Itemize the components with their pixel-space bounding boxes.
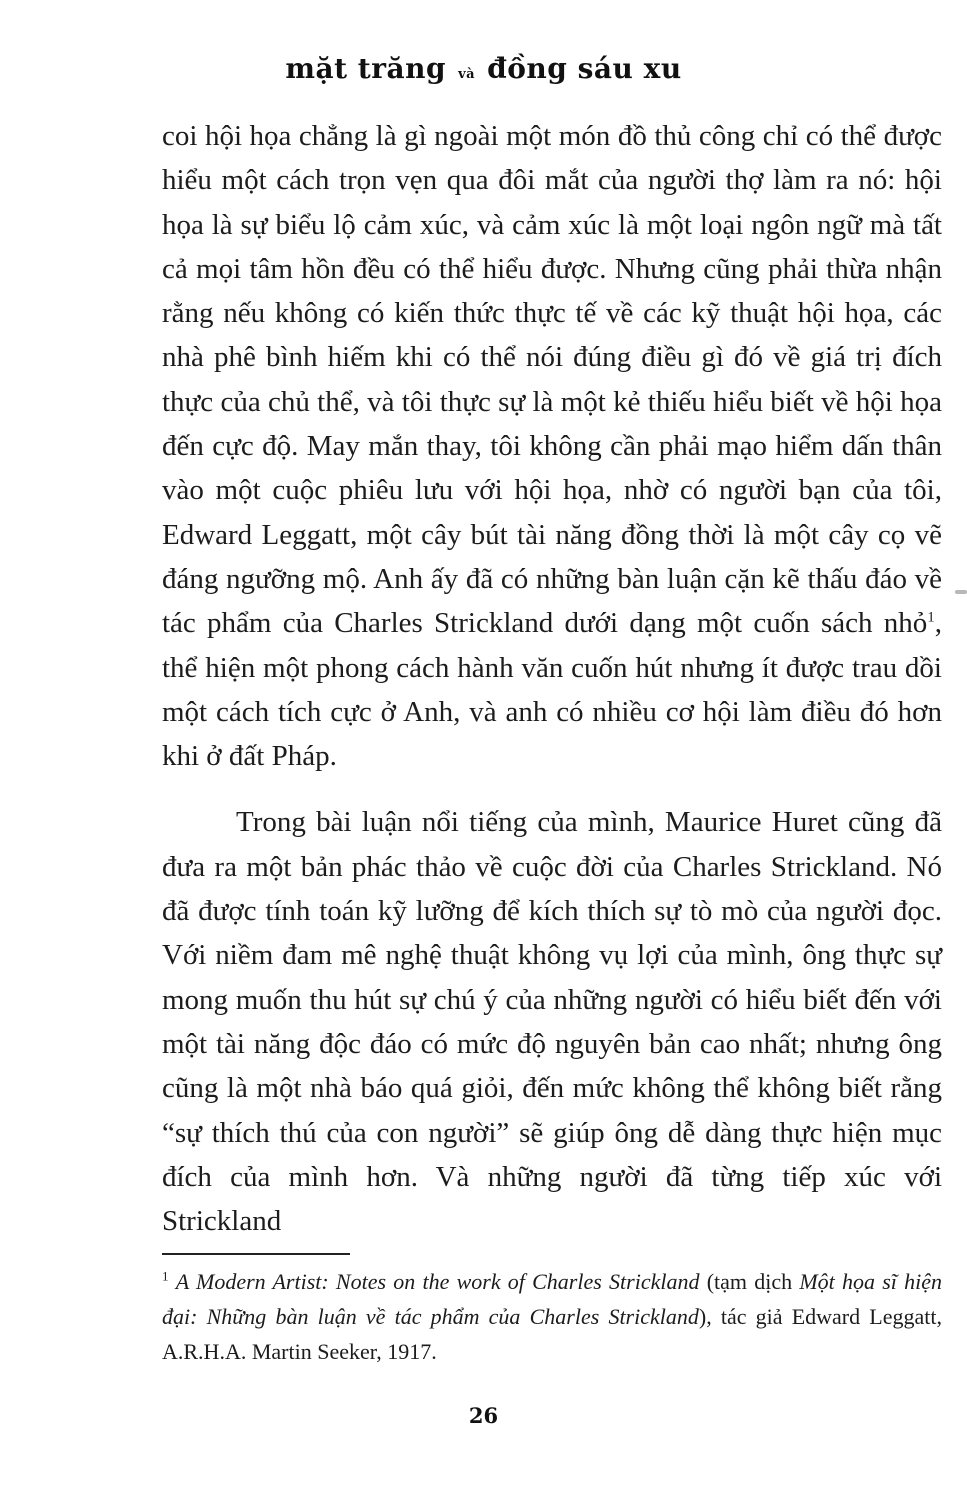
footnote-book-title: A Modern Artist: Notes on the work of Charles Strickland <box>175 1269 700 1294</box>
paragraph-2: Trong bài luận nổi tiếng của mình, Maurice Huret cũng đã đưa ra một bản phác thảo về cuộc đời của Charles Strickland. Nó đã được tính toán kỹ lưỡng để kích thích sự tò mò của người đọc. Với niềm đam mê nghệ thuật không vụ lợi của mình, ông thực sự mong muốn thu hút sự chú ý của những người có hiểu biết đến với một tài năng độc đáo có mức độ nguyên bản cao nhất; nhưng ông cũng là một nhà báo quá giỏi, đến mức không thể không biết rằng “sự thích thú của con người” sẽ giúp ông dễ dàng thực hiện mục đích của mình hơn. Và những người đã từng tiếp xúc với Strickland <box>162 806 942 1238</box>
header-title-connector: và <box>458 67 476 82</box>
footnote-translated-title: Một họa sĩ hiện đại: Những bàn luận về tác phẩm của Charles Strickland <box>162 1269 943 1329</box>
header-title-part2: đồng sáu xu <box>487 52 682 85</box>
page-number: 26 <box>468 1403 499 1428</box>
footnote-mark: 1 <box>162 1268 169 1284</box>
footnote <box>162 1264 942 1369</box>
running-header <box>0 52 967 85</box>
footnote-end-text: ), tác giả Edward Leggatt, A.R.H.A. Martin Seeker, 1917. <box>162 1304 942 1364</box>
paragraph-1 <box>162 114 942 778</box>
header-title-part1: mặt trăng <box>285 52 447 85</box>
page-edge-mark <box>955 590 967 594</box>
footnote-divider <box>162 1253 350 1255</box>
body-text <box>162 114 942 1243</box>
footnote-middle-text: (tạm dịch <box>699 1269 800 1294</box>
paragraph-1-continuation: , thể hiện một phong cách hành văn cuốn hút nhưng ít được trau dồi một cách tích cực ở Anh, và anh có nhiều cơ hội làm điều đó hơn khi ở đất Pháp. <box>162 607 942 773</box>
paragraph-1-text: coi hội họa chẳng là gì ngoài một món đồ thủ công chỉ có thể được hiểu một cách trọn vẹn qua đôi mắt của người thợ làm ra nó: hội họa là sự biểu lộ cảm xúc, và cảm xúc là một loại ngôn ngữ mà tất cả mọi tâm hồn đều có thể hiểu được. Nhưng cũng phải thừa nhận rằng nếu không có kiến thức thực tế về các kỹ thuật hội họa, các nhà phê bình hiếm khi có thể nói đúng điều gì đó về giá trị đích thực của chủ thể, và tôi thực sự là một kẻ thiếu hiểu biết về hội họa đến cực độ. May mắn thay, tôi không cần phải mạo hiểm dấn thân vào một cuộc phiêu lưu với hội họa, nhờ có người bạn của tôi, Edward Leggatt, một cây bút tài năng đồng thời là một cây cọ vẽ đáng ngưỡng mộ. Anh ấy đã có những bàn luận cặn kẽ thấu đáo về tác phẩm của Charles Strickland dưới dạng một cuốn sách nhỏ <box>162 120 942 640</box>
footnote-reference: 1 <box>927 609 935 626</box>
